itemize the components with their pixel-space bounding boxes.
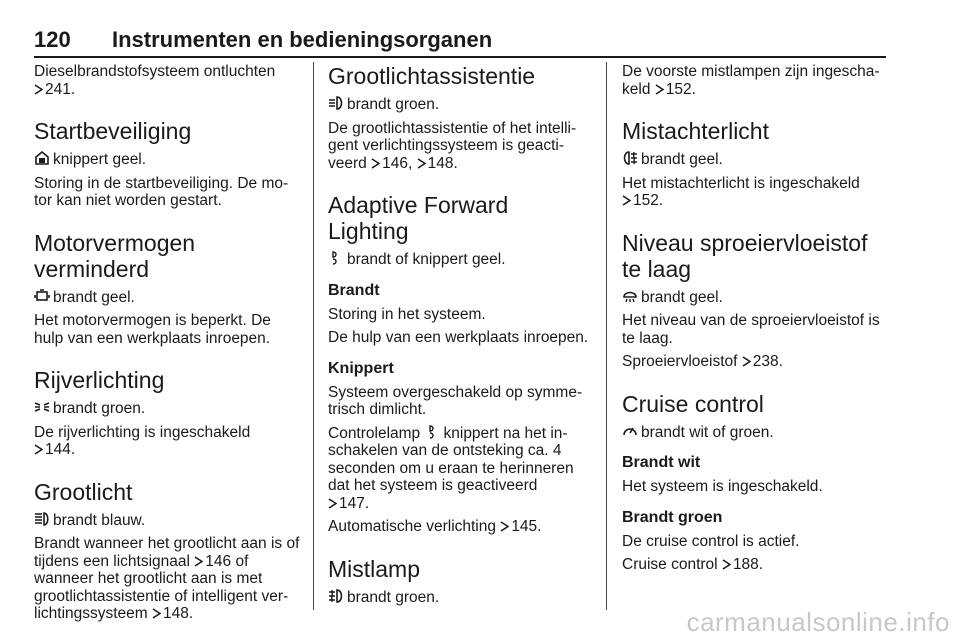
watermark: carmanualsonline.info [686, 607, 950, 637]
column-1 [34, 63, 302, 629]
heading-startbeveiliging: Startbeveiliging [34, 118, 192, 144]
cruise-control-icon [622, 424, 638, 438]
subheading-brandt-groen: Brandt groen [622, 508, 723, 526]
text-afl-brandt-1: Storing in het systeem. [328, 305, 486, 323]
text-brandt-groen: De cruise control is actief. [622, 532, 800, 550]
reference-arrow-icon [417, 158, 426, 169]
column-divider-1 [313, 62, 314, 610]
high-beam-assist-icon [328, 96, 344, 110]
text-afl-knippert-2: Controlelamp knippert na het in-schakelen van de ontsteking ca. 4 seconden om u eraan te herinneren dat het systeem is geactiveerd 147. [328, 424, 574, 512]
afl-icon [328, 251, 344, 265]
heading-sproeiervloeistof: Niveau sproeiervloeistof te laag [622, 229, 868, 282]
text-afl-brandt-2: De hulp van een werkplaats inroepen. [328, 329, 589, 346]
high-beam-icon [34, 512, 50, 526]
column-2 [328, 63, 592, 612]
front-fog-lamp-icon [328, 589, 344, 603]
reference-arrow-icon [622, 195, 631, 206]
status-mistachterlicht: brandt geel. [622, 151, 888, 169]
text-mist-intro: De voorste mistlampen zijn ingescha-keld 152. [622, 63, 880, 98]
status-motorvermogen: brandt geel. [34, 289, 302, 307]
status-grootlicht: brandt blauw. [34, 512, 302, 530]
subheading-brandt-wit: Brandt wit [622, 454, 701, 471]
text-sproeiervloeistof: Het niveau van de sproeiervloeistof is te laag. [622, 312, 880, 347]
reference-arrow-icon [328, 498, 337, 509]
status-mistlamp: brandt groen. [328, 589, 592, 607]
status-afl: brandt of knippert geel. [328, 251, 592, 269]
subheading-brandt: Brandt [328, 281, 380, 299]
heading-rijverlichting: Rijverlichting [34, 367, 165, 393]
text-motorvermogen: Het motorvermogen is beperkt. De hulp van een werkplaats inroepen. [34, 312, 271, 347]
reference-arrow-icon [742, 356, 751, 367]
page-title: Instrumenten en bedieningsorganen [112, 27, 493, 52]
reference-arrow-icon [371, 158, 380, 169]
column-3 [622, 63, 888, 580]
text-afl-knippert-1: Systeem overgeschakeld op symme-trisch dimlicht. [328, 383, 583, 418]
reference-arrow-icon [655, 84, 664, 95]
reference-arrow-icon [152, 608, 161, 619]
text-auto-lighting: Automatische verlichting 145. [328, 518, 542, 535]
text-startbeveiliging: Storing in de startbeveiliging. De mo-tor kan niet worden gestart. [34, 174, 289, 209]
text-grootlichtassistentie: De grootlichtassistentie of het intelli-gent verlichtingssysteem is geacti-veerd 146, 148. [328, 119, 577, 172]
status-grootlichtassistentie: brandt groen. [328, 96, 592, 114]
heading-afl: Adaptive Forward Lighting [328, 192, 509, 244]
reference-arrow-icon [34, 444, 43, 455]
rear-fog-lamp-icon [622, 151, 638, 165]
afl-icon [425, 425, 441, 439]
text-sproeiervloeistof-ref: Sproeiervloeistof 238. [622, 353, 783, 370]
status-sproeiervloeistof: brandt geel. [622, 289, 888, 307]
page-header [34, 28, 886, 52]
text-cruise-control-ref: Cruise control 188. [622, 556, 764, 573]
text-brandt-wit: Het systeem is ingeschakeld. [622, 478, 823, 495]
heading-mistachterlicht: Mistachterlicht [622, 118, 769, 144]
header-rule [34, 56, 886, 58]
engine-power-icon [34, 289, 50, 303]
page-number: 120 [34, 27, 71, 52]
heading-grootlicht: Grootlicht [34, 478, 133, 505]
subheading-knippert: Knippert [328, 359, 394, 377]
washer-fluid-icon [622, 289, 638, 303]
heading-mistlamp: Mistlamp [328, 555, 421, 582]
status-cruise-control: brandt wit of groen. [622, 424, 888, 442]
immobiliser-icon [34, 151, 50, 165]
status-startbeveiliging: knippert geel. [34, 151, 302, 169]
text-rijverlichting: De rijverlichting is ingeschakeld 144. [34, 423, 251, 458]
reference-arrow-icon [500, 521, 509, 532]
status-rijverlichting: brandt groen. [34, 400, 302, 418]
heading-cruise-control: Cruise control [622, 390, 764, 417]
text-mistachterlicht: Het mistachterlicht is ingeschakeld 152. [622, 174, 860, 209]
reference-arrow-icon [722, 559, 731, 570]
heading-motorvermogen: Motorvermogen verminderd [34, 229, 196, 282]
column-divider-2 [606, 62, 607, 610]
reference-arrow-icon [34, 84, 43, 95]
text-grootlicht: Brandt wanneer het grootlicht aan is of tijdens een lichtsignaal 146 of wanneer het grootlicht aan is met grootlichtassistentie of intelligent ver-lichtingssysteem 148. [34, 535, 300, 622]
heading-grootlichtassistentie: Grootlichtassistentie [328, 63, 536, 89]
reference-arrow-icon [194, 556, 203, 567]
daytime-lights-icon [34, 400, 50, 414]
intro-paragraph: Dieselbrandstofsysteem ontluchten 241. [34, 63, 276, 98]
